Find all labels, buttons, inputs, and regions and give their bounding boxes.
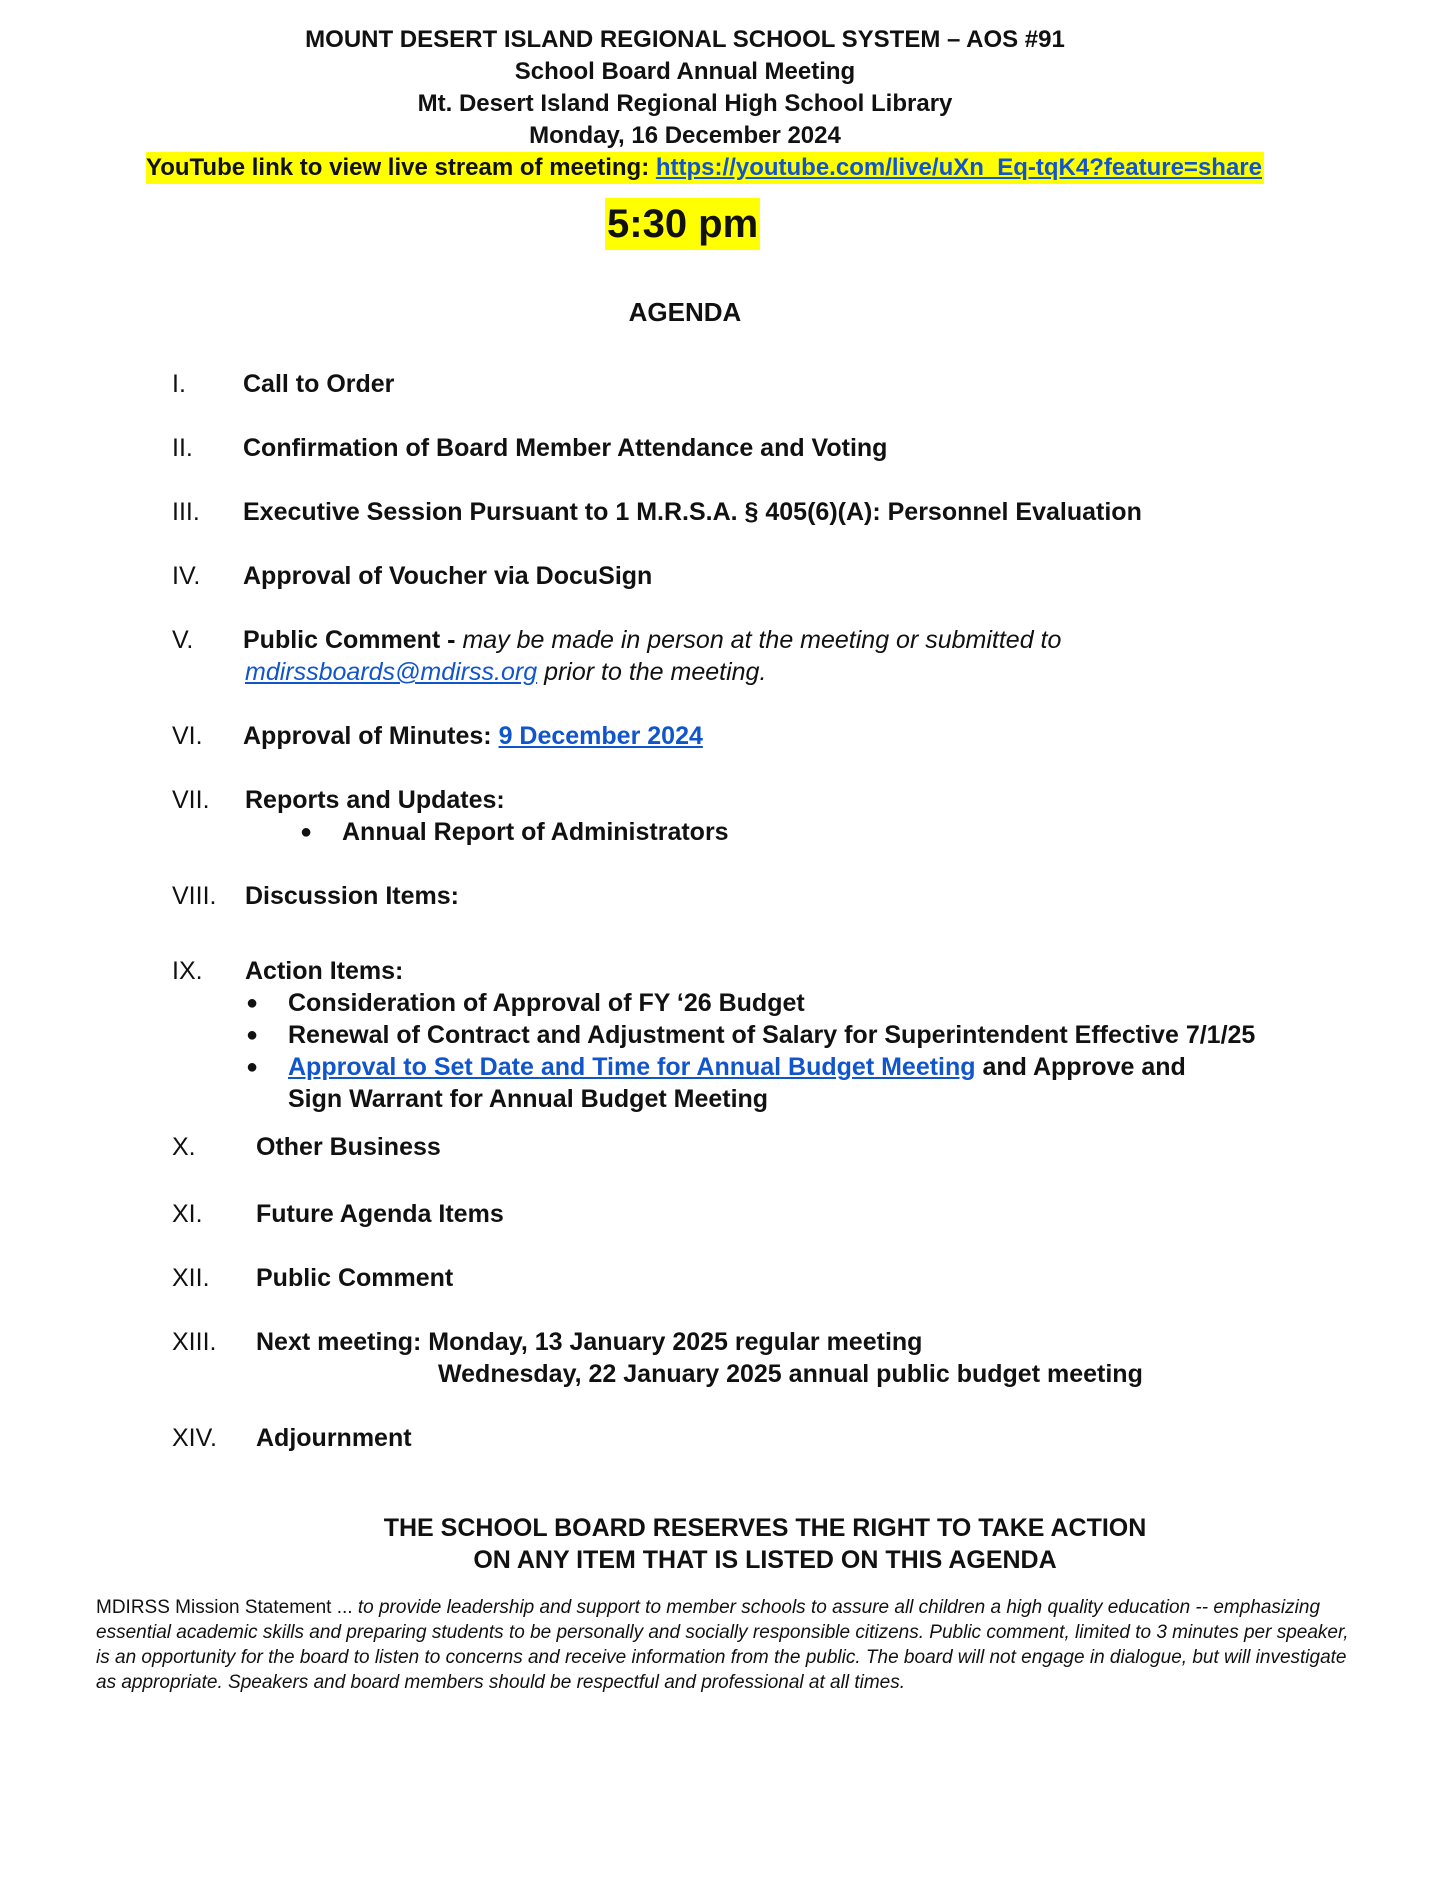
item-number: III. bbox=[172, 498, 200, 526]
item-number: VII. bbox=[172, 786, 210, 814]
mission-lead: MDIRSS Mission Statement ... bbox=[96, 1597, 358, 1618]
item-text: Executive Session Pursuant to 1 M.R.S.A. § 405(6)(A): Personnel Evaluation bbox=[243, 498, 1142, 526]
board-email-link[interactable]: mdirssboards@mdirss.org bbox=[245, 658, 538, 686]
item-text: Action Items: bbox=[245, 957, 404, 985]
bullet-icon: ● bbox=[300, 821, 313, 843]
reserve-line2: ON ANY ITEM THAT IS LISTED ON THIS AGENDA bbox=[473, 1546, 1057, 1574]
item-number: VI. bbox=[172, 722, 203, 750]
item-text: Call to Order bbox=[243, 370, 395, 398]
item-number: I. bbox=[172, 370, 186, 398]
header-date: Monday, 16 December 2024 bbox=[529, 122, 841, 149]
item-italic-note: may be made in person at the meeting or submitted to bbox=[462, 626, 1062, 654]
item-text: Future Agenda Items bbox=[256, 1200, 504, 1228]
bullet-icon: ● bbox=[246, 992, 259, 1014]
budget-meeting-link[interactable]: Approval to Set Date and Time for Annual Budget Meeting bbox=[288, 1053, 976, 1081]
item-text: Public Comment bbox=[256, 1264, 454, 1292]
item-number: V. bbox=[172, 626, 194, 654]
next-meeting-line2: Wednesday, 22 January 2025 annual public budget meeting bbox=[438, 1360, 1143, 1388]
item-text: Adjournment bbox=[256, 1424, 412, 1452]
item-text: Discussion Items: bbox=[245, 882, 459, 910]
bullet-icon: ● bbox=[246, 1024, 259, 1046]
item-text-line2 bbox=[245, 656, 766, 688]
item-text: Approval of Voucher via DocuSign bbox=[243, 562, 653, 590]
item-text: Public Comment - bbox=[243, 626, 463, 654]
item-text: Reports and Updates: bbox=[245, 786, 505, 814]
reserve-right-notice bbox=[0, 1512, 1456, 1576]
minutes-link[interactable]: 9 December 2024 bbox=[498, 722, 703, 750]
sub-item-text: Consideration of Approval of FY ‘26 Budget bbox=[288, 989, 805, 1017]
item-italic-note-end: prior to the meeting. bbox=[537, 658, 767, 686]
meeting-time: 5:30 pm bbox=[605, 198, 760, 250]
youtube-livestream-line bbox=[146, 152, 1264, 184]
item-number: II. bbox=[172, 434, 193, 462]
agenda-title: AGENDA bbox=[628, 297, 742, 327]
item-text: Confirmation of Board Member Attendance and Voting bbox=[243, 434, 888, 462]
sub-item-text: Annual Report of Administrators bbox=[342, 818, 729, 846]
item-number: XII. bbox=[172, 1264, 210, 1292]
sub-item-text: Renewal of Contract and Adjustment of Salary for Superintendent Effective 7/1/25 bbox=[288, 1021, 1256, 1049]
document-header bbox=[0, 24, 1370, 152]
header-meeting-type: School Board Annual Meeting bbox=[514, 58, 856, 85]
sub-item-text-line2: Sign Warrant for Annual Budget Meeting bbox=[288, 1085, 769, 1113]
item-number: IX. bbox=[172, 957, 203, 985]
header-location: Mt. Desert Island Regional High School Library bbox=[417, 90, 953, 117]
sub-item-text bbox=[288, 1051, 1186, 1083]
youtube-label: YouTube link to view live stream of meeting: bbox=[146, 154, 656, 181]
mission-statement bbox=[96, 1595, 1356, 1695]
item-text-line1 bbox=[243, 624, 1061, 656]
item-text: Other Business bbox=[256, 1133, 441, 1161]
youtube-link[interactable]: https://youtube.com/live/uXn_Eq-tqK4?feature=share bbox=[655, 154, 1262, 181]
reserve-line1: THE SCHOOL BOARD RESERVES THE RIGHT TO TAKE ACTION bbox=[383, 1514, 1147, 1542]
item-text: Next meeting: Monday, 13 January 2025 regular meeting bbox=[256, 1328, 923, 1356]
item-number: VIII. bbox=[172, 882, 217, 910]
item-number: IV. bbox=[172, 562, 201, 590]
item-number: XIII. bbox=[172, 1328, 217, 1356]
item-number: X. bbox=[172, 1133, 196, 1161]
sub-item-text-rest: and Approve and bbox=[975, 1053, 1186, 1081]
mission-public-comment-note: Public comment, limited to 3 minutes per speaker, is an opportunity for the board to listen to concerns and receive information from the public. The board will not engage in dialogue, but will investigate as appropriate. Speakers and board members should be respectful and professional at all times. bbox=[96, 1622, 1349, 1693]
item-number: XIV. bbox=[172, 1424, 217, 1452]
bullet-icon: ● bbox=[246, 1056, 259, 1078]
header-org-name: MOUNT DESERT ISLAND REGIONAL SCHOOL SYSTEM – AOS #91 bbox=[305, 26, 1065, 53]
item-text: Approval of Minutes: bbox=[243, 722, 499, 750]
mission-italic: to provide leadership and support to member schools to assure all children a high quality education -- emphasizing essential academic skills and preparing students to be personally and socially responsible citizens. bbox=[96, 1597, 1321, 1643]
item-text-line bbox=[243, 720, 703, 752]
item-number: XI. bbox=[172, 1200, 203, 1228]
